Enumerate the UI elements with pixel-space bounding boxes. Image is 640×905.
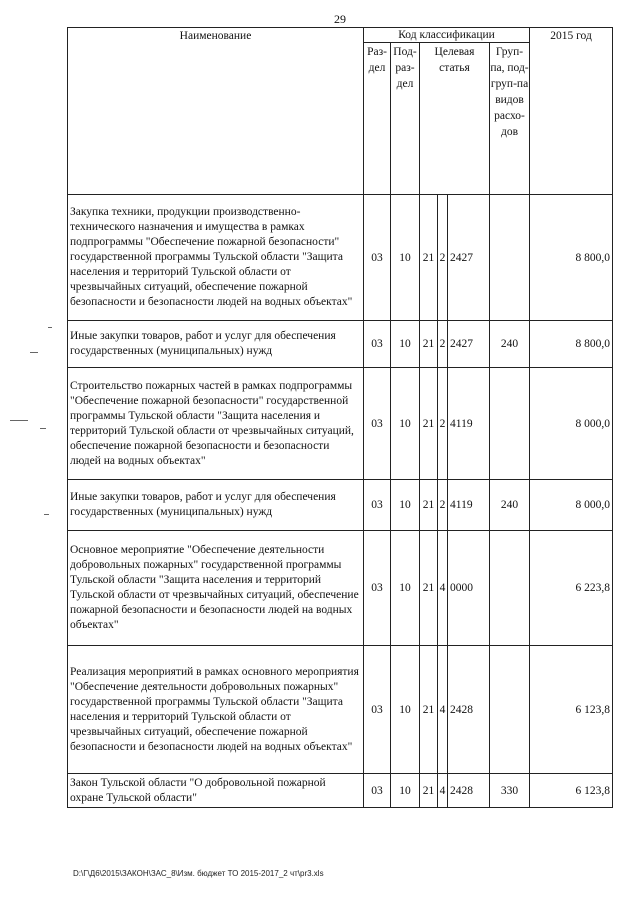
header-razdel: Раз-дел <box>364 43 391 195</box>
row-cs-program: 21 <box>420 195 438 321</box>
table-row <box>68 531 613 646</box>
row-podrazdel: 10 <box>391 480 420 531</box>
row-name: Реализация мероприятий в рамках основного мероприятия "Обеспечение деятельности добровольных пожарных" государственной программы Тульской области "Защита населения и территорий Тульской области от чрезвычайных ситуаций, обеспечение пожарной безопасности и безопасности людей на водных объектах" <box>68 646 364 774</box>
row-amount: 8 000,0 <box>530 480 613 531</box>
row-vr: 330 <box>490 774 530 808</box>
row-razdel: 03 <box>364 195 391 321</box>
row-podrazdel: 10 <box>391 321 420 368</box>
row-razdel: 03 <box>364 646 391 774</box>
row-vr <box>490 368 530 480</box>
row-podrazdel: 10 <box>391 774 420 808</box>
scan-mark <box>44 514 49 515</box>
table-row <box>68 480 613 531</box>
row-amount: 8 800,0 <box>530 321 613 368</box>
row-vr <box>490 646 530 774</box>
row-name: Основное мероприятие "Обеспечение деятельности добровольных пожарных" государственной программы Тульской области "Защита населения и территорий Тульской области от чрезвычайных ситуаций, обеспечение пожарной безопасности и безопасности людей на водных объектах" <box>68 531 364 646</box>
row-amount: 6 123,8 <box>530 646 613 774</box>
row-cs-subprogram: 2 <box>438 321 448 368</box>
row-cs-subprogram: 4 <box>438 774 448 808</box>
row-amount: 8 000,0 <box>530 368 613 480</box>
row-cs-program: 21 <box>420 774 438 808</box>
row-cs-subprogram: 4 <box>438 531 448 646</box>
row-amount: 8 800,0 <box>530 195 613 321</box>
row-cs-subprogram: 2 <box>438 195 448 321</box>
row-cs-direction: 4119 <box>448 368 490 480</box>
row-razdel: 03 <box>364 368 391 480</box>
budget-table <box>67 27 613 808</box>
row-cs-direction: 2428 <box>448 646 490 774</box>
row-podrazdel: 10 <box>391 368 420 480</box>
row-name: Строительство пожарных частей в рамках подпрограммы "Обеспечение пожарной безопасности" государственной программы Тульской области "Защита населения и территорий Тульской области от чрезвычайных ситуаций, обеспечение пожарной безопасности и безопасности людей на водных объектах" <box>68 368 364 480</box>
row-cs-program: 21 <box>420 646 438 774</box>
row-razdel: 03 <box>364 321 391 368</box>
header-podrazdel: Под-раз-дел <box>391 43 420 195</box>
row-vr <box>490 531 530 646</box>
table-row <box>68 368 613 480</box>
row-cs-direction: 0000 <box>448 531 490 646</box>
row-vr: 240 <box>490 480 530 531</box>
row-amount: 6 223,8 <box>530 531 613 646</box>
row-podrazdel: 10 <box>391 195 420 321</box>
row-cs-direction: 2428 <box>448 774 490 808</box>
scan-mark <box>40 428 46 429</box>
file-path-footer: D:\Г\Д6\2015\ЗАКОН\ЗАС_8\Изм. бюджет ТО 2015-2017_2 чт\pr3.xls <box>73 869 324 878</box>
row-cs-program: 21 <box>420 531 438 646</box>
row-vr <box>490 195 530 321</box>
row-cs-program: 21 <box>420 480 438 531</box>
header-code-group: Код классификации <box>364 28 530 43</box>
row-cs-direction: 2427 <box>448 195 490 321</box>
row-podrazdel: 10 <box>391 531 420 646</box>
row-name: Иные закупки товаров, работ и услуг для обеспечения государственных (муниципальных) нужд <box>68 321 364 368</box>
row-cs-subprogram: 2 <box>438 480 448 531</box>
header-name: Наименование <box>68 28 364 195</box>
table-row <box>68 774 613 808</box>
header-celevaya: Целевая статья <box>420 43 490 195</box>
row-name: Закон Тульской области "О добровольной пожарной охране Тульской области" <box>68 774 364 808</box>
row-cs-direction: 2427 <box>448 321 490 368</box>
row-vr: 240 <box>490 321 530 368</box>
row-cs-direction: 4119 <box>448 480 490 531</box>
row-cs-program: 21 <box>420 368 438 480</box>
row-name: Закупка техники, продукции производственно-технического назначения и имущества в рамках подпрограммы "Обеспечение пожарной безопасности" государственной программы Тульской области "Защита населения и территорий Тульской области от чрезвычайных ситуаций, обеспечение пожарной безопасности и безопасности людей на водных объектах" <box>68 195 364 321</box>
scan-mark <box>30 352 38 353</box>
header-year: 2015 год <box>530 28 613 195</box>
table-row <box>68 195 613 321</box>
page-number: 29 <box>334 12 346 26</box>
row-cs-subprogram: 2 <box>438 368 448 480</box>
header-gruppa: Груп-па, под-груп-па видов расхо-дов <box>490 43 530 195</box>
row-razdel: 03 <box>364 531 391 646</box>
row-razdel: 03 <box>364 480 391 531</box>
row-amount: 6 123,8 <box>530 774 613 808</box>
scan-mark <box>10 420 28 421</box>
row-name: Иные закупки товаров, работ и услуг для обеспечения государственных (муниципальных) нужд <box>68 480 364 531</box>
row-podrazdel: 10 <box>391 646 420 774</box>
scan-mark <box>48 327 52 328</box>
row-razdel: 03 <box>364 774 391 808</box>
row-cs-subprogram: 4 <box>438 646 448 774</box>
table-row <box>68 646 613 774</box>
row-cs-program: 21 <box>420 321 438 368</box>
table-row <box>68 321 613 368</box>
